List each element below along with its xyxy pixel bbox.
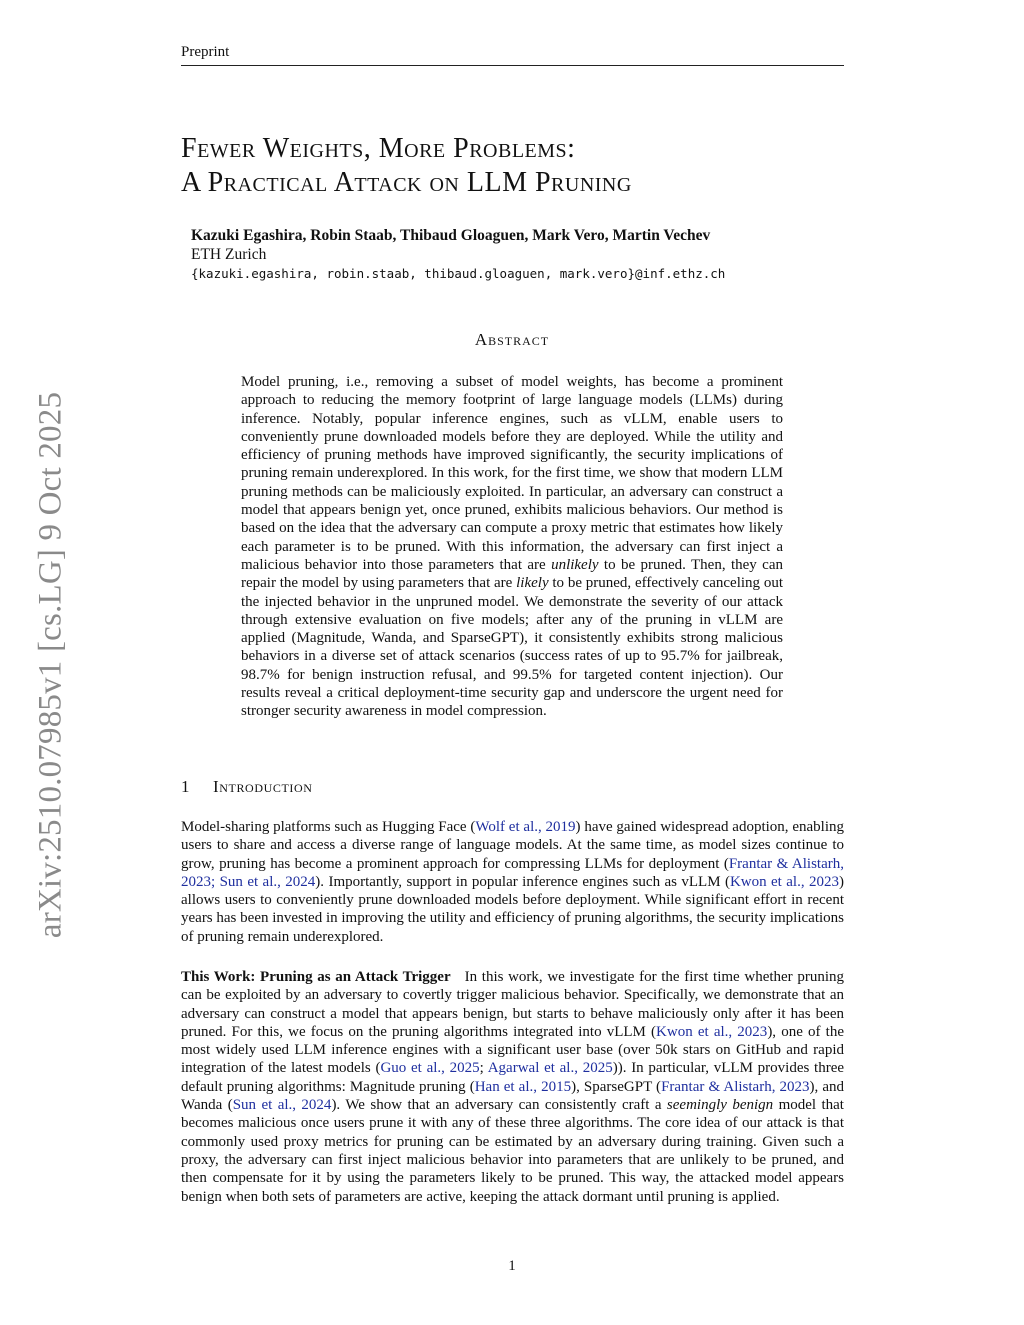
citation-link[interactable]: Kwon et al., 2023 <box>729 873 839 890</box>
citation-link[interactable]: Frantar & Alistarh, 2023; Sun et al., 2024 <box>181 855 844 890</box>
abstract-body <box>241 373 783 721</box>
body-text: ; <box>479 1060 488 1077</box>
citation-link[interactable]: Wolf et al., 2019 <box>475 819 576 835</box>
intro-paragraph-2 <box>181 968 844 1206</box>
citation-link[interactable]: Kwon et al., 2023 <box>656 1023 768 1040</box>
body-text: model that becomes malicious once users prune it with any of these three algorithms. The core idea of our attack is that commonly used proxy metrics for pruning can be estimated by an adversary during training. Given such a proxy, the adversary can first inject malicious behavior into parameters that are unlikely to be pruned, and then compensate for it by using the parameters likely to be pruned. This way, the attacked model appears benign when both sets of parameters are active, keeping the attack dormant until pruning is applied. <box>181 1097 844 1205</box>
header-rule <box>181 65 844 66</box>
title-line-1: Fewer Weights, More Problems: <box>181 133 576 164</box>
citation-link[interactable]: Frantar & Alistarh, 2023 <box>661 1078 810 1095</box>
body-text: ). Importantly, support in popular inference engines such as vLLM ( <box>315 873 730 890</box>
section-heading <box>181 777 313 797</box>
abstract-text: to be pruned, effectively canceling out the injected behavior in the unpruned model. We demonstrate the severity of our attack through extensive evaluation on five models; after any of the pruning in vLLM are applied (Magnitude, Wanda, and SparseGPT), it consistently exhibits strong malicious behaviors in a diverse set of attack scenarios (success rates of up to 95.7% for jailbreak, 98.7% for benign instruction refusal, and 99.5% for targeted content injection). Our results reveal a critical deployment-time security gap and underscore the urgent need for stronger security awareness in model compression. <box>241 575 783 720</box>
body-text: In this work, we investigate for the first time whether pruning can be exploited by an adversary to covertly trigger malicious behavior. Specifically, we demonstrate that an adversary can construct a model that appears benign, but starts to behave maliciously only after it has been pruned. For this, we focus on the pruning algorithms integrated into vLLM ( <box>181 969 844 1040</box>
citation-link[interactable]: Guo et al., 2025 <box>380 1060 480 1077</box>
citation-link[interactable]: Agarwal et al., 2025 <box>487 1060 613 1077</box>
body-text: ). We show that an adversary can consistently craft a <box>331 1097 667 1114</box>
running-header: Preprint <box>181 44 230 60</box>
section-title: Introduction <box>213 777 313 796</box>
title-line-2: A Practical Attack on LLM Pruning <box>181 167 632 198</box>
abstract-emphasis: likely <box>516 575 549 592</box>
arxiv-identifier-stamp: arXiv:2510.07985v1 [cs.LG] 9 Oct 2025 <box>32 391 69 939</box>
body-text: ) have gained widespread adoption, enabling users to share and access a diverse range of language models. At the same time, as model sizes continue to grow, pruning has become a prominent approach for compressing LLMs for deployment ( <box>181 819 844 872</box>
body-text: ) allows users to conveniently prune downloaded models before deployment. While significant effort in recent years has been invested in improving the utility and efficiency of pruning algorithms, the security implications of pruning remain underexplored. <box>181 873 844 945</box>
citation-link[interactable]: Han et al., 2015 <box>474 1078 572 1095</box>
body-text: ), one of the most widely used LLM inference engines with a significant user base (over 50k stars on GitHub and rapid integration of the latest models ( <box>181 1023 844 1077</box>
affiliation: ETH Zurich <box>191 246 267 263</box>
abstract-emphasis: unlikely <box>551 556 599 573</box>
intro-paragraph-1 <box>181 818 844 946</box>
body-text: ), SparseGPT ( <box>571 1078 662 1095</box>
author-list: Kazuki Egashira, Robin Staab, Thibaud Gloaguen, Mark Vero, Martin Vechev <box>191 227 711 244</box>
body-text: Model-sharing platforms such as Hugging Face ( <box>181 819 476 835</box>
body-text: )). In particular, vLLM provides three default pruning algorithms: Magnitude pruning ( <box>181 1060 845 1095</box>
abstract-text: to be pruned. Then, they can repair the model by using parameters that are <box>241 556 783 592</box>
body-text: ), and Wanda ( <box>181 1078 845 1114</box>
author-emails: {kazuki.egashira, robin.staab, thibaud.gloaguen, mark.vero}@inf.ethz.ch <box>191 266 726 281</box>
abstract-heading: Abstract <box>474 330 550 349</box>
page-number: 1 <box>508 1258 516 1274</box>
body-emphasis: seemingly benign <box>666 1097 774 1114</box>
paper-title <box>181 132 861 200</box>
section-number: 1 <box>181 777 190 796</box>
paragraph-heading: This Work: Pruning as an Attack Trigger <box>181 969 451 985</box>
abstract-text: Model pruning, i.e., removing a subset of model weights, has become a prominent approach to reducing the memory footprint of large language models (LLMs) during inference. Notably, popular inference engines, such as vLLM, enable users to conveniently prune downloaded models before they are deployed. While the utility and efficiency of pruning methods have improved significantly, the security implications of pruning remain underexplored. In this work, for the first time, we show that modern LLM pruning methods can be maliciously exploited. In particular, an adversary can construct a model that appears benign yet, once pruned, exhibits malicious behaviors. Our method is based on the idea that the adversary can compute a proxy metric that estimates how likely each parameter is to be pruned. With this information, the adversary can first inject a malicious behavior into those parameters that are <box>241 374 783 573</box>
citation-link[interactable]: Sun et al., 2024 <box>232 1097 332 1114</box>
